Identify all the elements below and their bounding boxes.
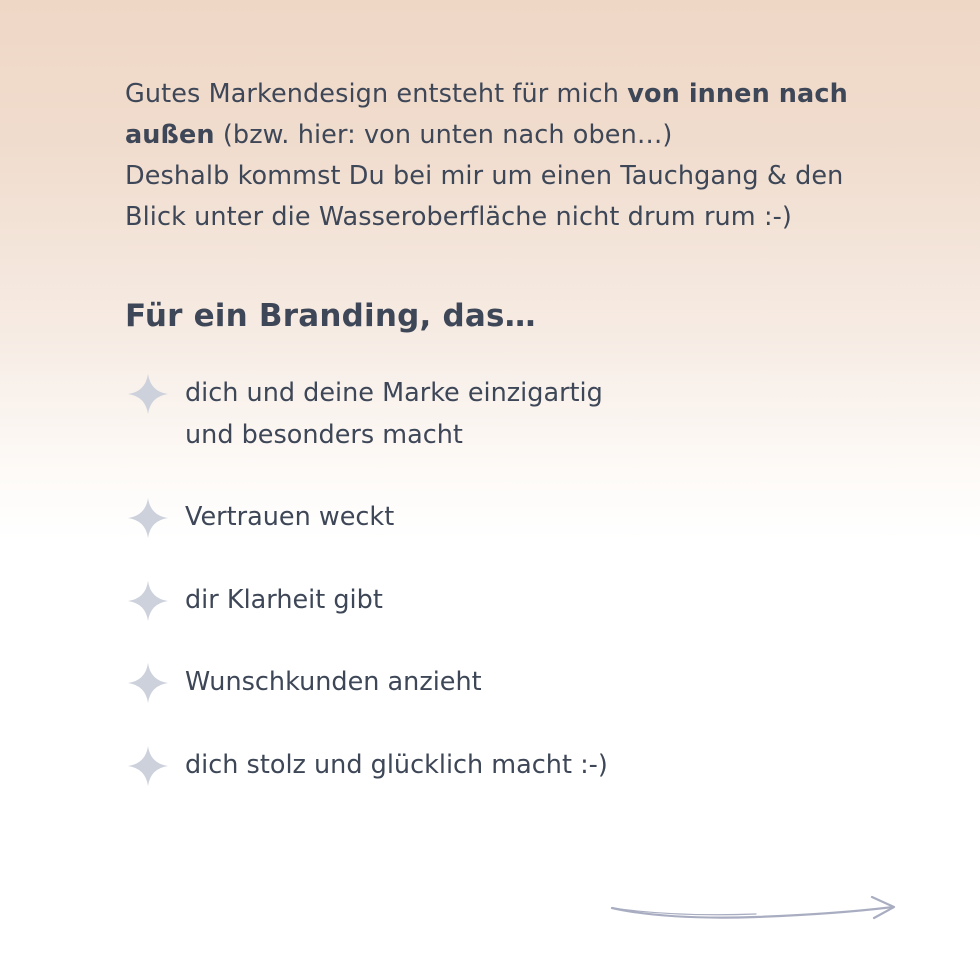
list-item-text: Vertrauen weckt [185,502,395,532]
list-item-text: dich stolz und glücklich macht :-) [185,750,608,780]
intro-line-2-regular: (bzw. hier: von unten nach oben…) [214,120,673,150]
intro-line-4: Blick unter die Wasseroberfläche nicht drum rum :-) [125,202,792,232]
list-item-text: dich und deine Marke einzigartig und besonders macht [185,378,603,450]
sparkle-star-icon [126,744,170,788]
intro-line-2 [125,115,905,156]
sparkle-star-icon [126,372,170,416]
sparkle-star-icon [126,661,170,705]
intro-line-1 [125,74,905,115]
sparkle-star-icon [126,579,170,623]
arrow-right-icon[interactable] [606,888,902,928]
intro-text [125,74,905,238]
sparkle-star-icon [126,496,170,540]
intro-line-1-regular: Gutes Markendesign entsteht für mich [125,79,628,109]
list-item-text: Wunschkunden anzieht [185,667,482,697]
section-heading: Für ein Branding, das… [125,298,536,334]
intro-line-1-bold: von innen nach [627,79,848,109]
intro-line-3: Deshalb kommst Du bei mir um einen Tauchgang & den [125,161,844,191]
intro-line-2-bold: außen [125,120,215,150]
list-item-text: dir Klarheit gibt [185,585,383,615]
